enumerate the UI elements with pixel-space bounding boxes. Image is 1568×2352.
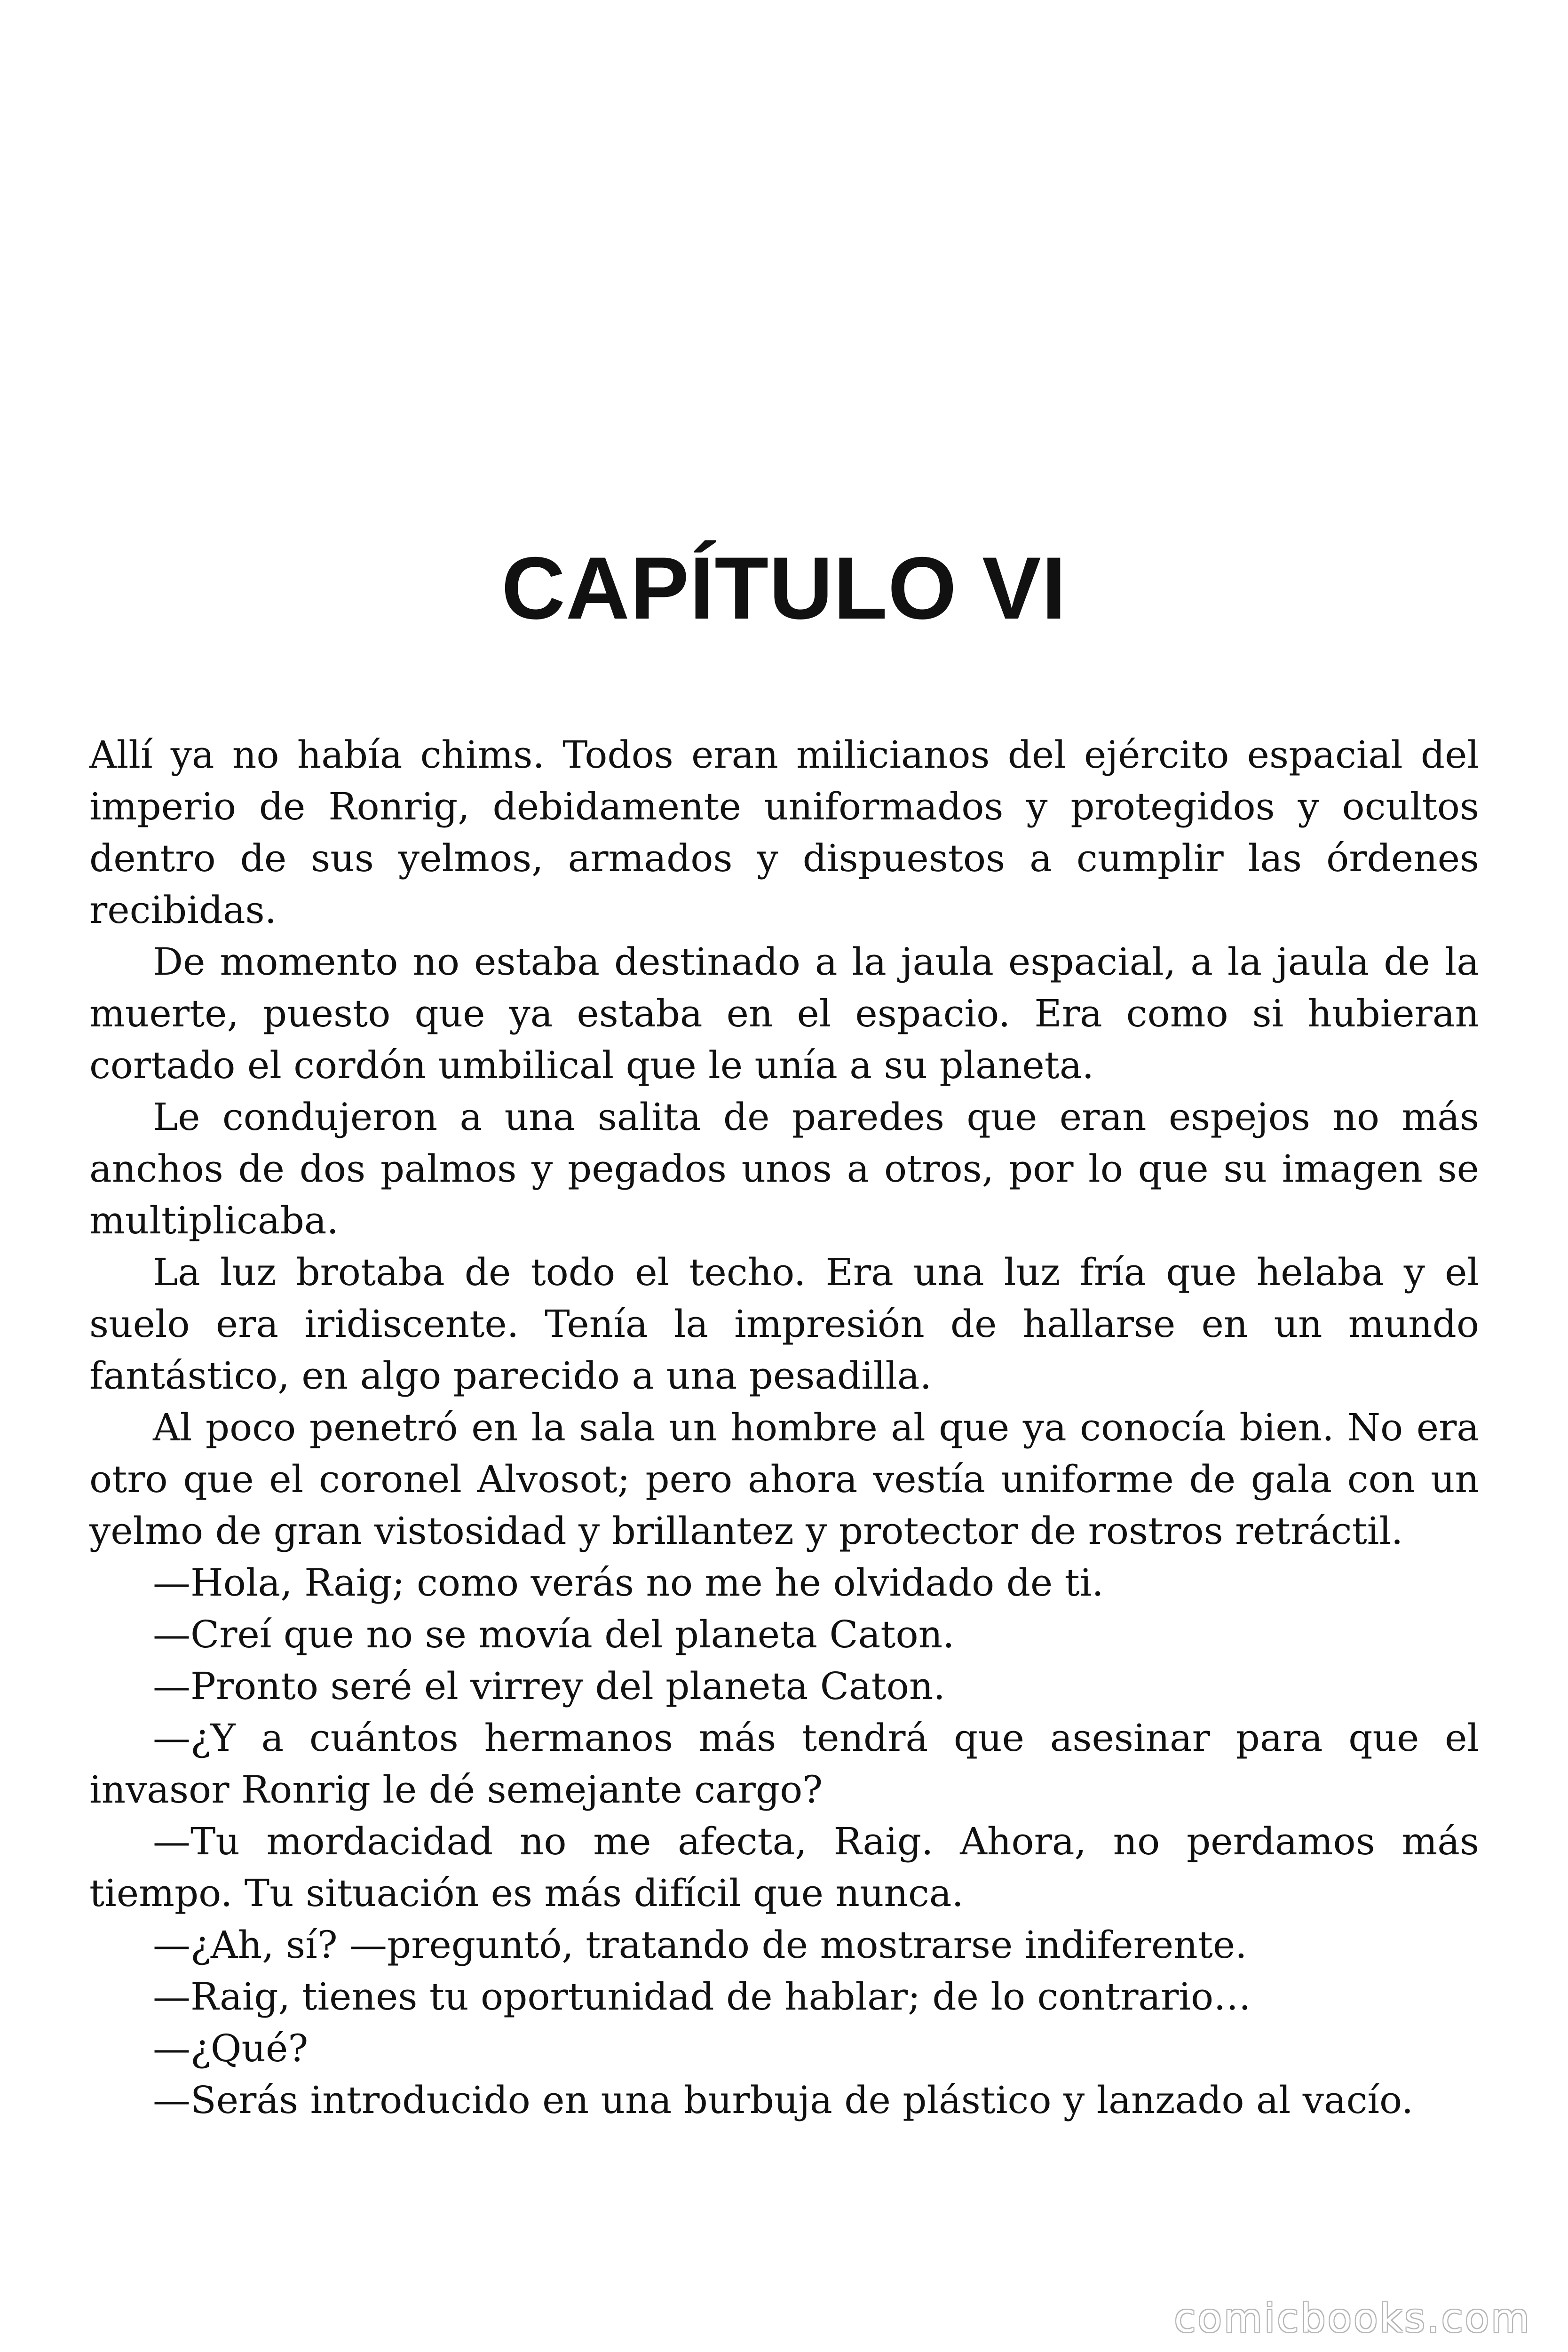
chapter-body (89, 729, 1479, 2126)
dialogue-line-6: —¿Ah, sí? —preguntó, tratando de mostrarse indiferente. (153, 1923, 1247, 1967)
paragraph-2: De momento no estaba destinado a la jaula espacial, a la jaula de la muerte, puesto que ya estaba en el espacio. Era como si hubieran cortado el cordón umbilical que le unía a su planeta. (89, 940, 1479, 1087)
paragraph-5: Al poco penetró en la sala un hombre al que ya conocía bien. No era otro que el coronel Alvosot; pero ahora vestía uniforme de gala con un yelmo de gran vistosidad y brillantez y protector de rostros retráctil. (89, 1406, 1479, 1553)
paragraph-3: Le condujeron a una salita de paredes que eran espejos no más anchos de dos palmos y pegados unos a otros, por lo que su imagen se multiplicaba. (89, 1095, 1479, 1242)
dialogue-line-2: —Creí que no se movía del planeta Caton. (153, 1613, 955, 1656)
dialogue-line-7: —Raig, tienes tu oportunidad de hablar; de lo contrario… (153, 1975, 1251, 2018)
dialogue-line-3: —Pronto seré el virrey del planeta Caton. (153, 1664, 945, 1708)
watermark-logo: comicbooks.com (1174, 2295, 1531, 2341)
dialogue-line-9: —Serás introducido en una burbuja de plástico y lanzado al vacío. (153, 2078, 1414, 2122)
dialogue-line-5: —Tu mordacidad no me afecta, Raig. Ahora, no perdamos más tiempo. Tu situación es más difícil que nunca. (89, 1820, 1479, 1915)
dialogue-line-4: —¿Y a cuántos hermanos más tendrá que asesinar para que el invasor Ronrig le dé semejante cargo? (89, 1716, 1479, 1812)
paragraph-4: La luz brotaba de todo el techo. Era una luz fría que helaba y el suelo era iridiscente. Tenía la impresión de hallarse en un mundo fantástico, en algo parecido a una pesadilla. (89, 1250, 1479, 1398)
dialogue-line-8: —¿Qué? (153, 2026, 309, 2070)
dialogue-line-1: —Hola, Raig; como verás no me he olvidado de ti. (153, 1561, 1104, 1605)
chapter-title: CAPÍTULO VI (501, 539, 1067, 637)
paragraph-1: Allí ya no había chims. Todos eran milicianos del ejército espacial del imperio de Ronrig, debidamente uniformados y protegidos y ocultos dentro de sus yelmos, armados y dispuestos a cumplir las órdenes recibidas. (89, 733, 1479, 932)
